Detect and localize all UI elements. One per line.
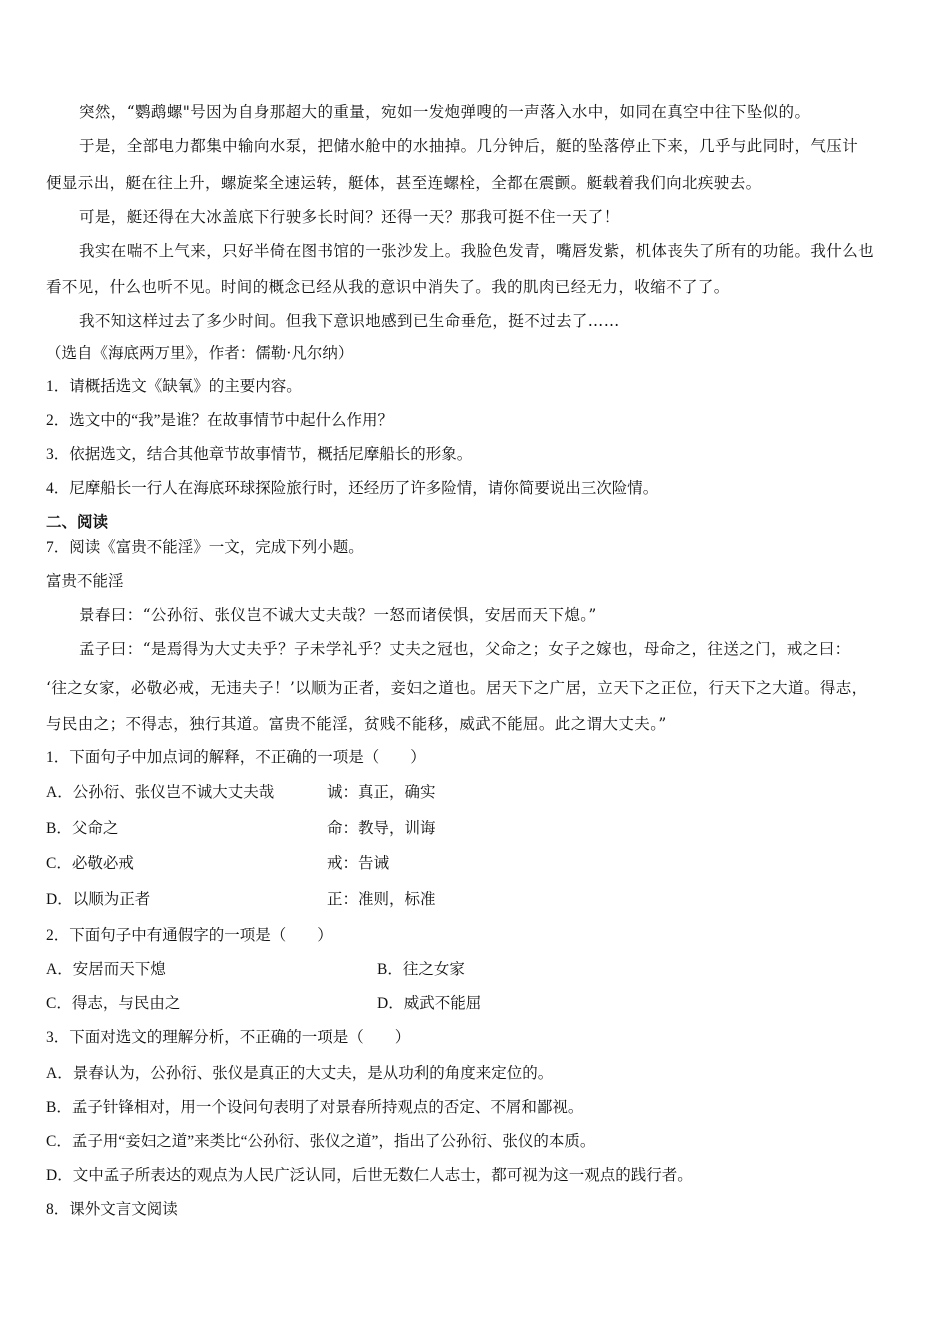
question-item: 7．阅读《富贵不能淫》一文，完成下列小题。 (46, 539, 364, 556)
option-b-explanation: 命：教导，训诲 (327, 820, 436, 837)
passage-paragraph: 可是，艇还得在大冰盖底下行驶多长时间？还得一天？那我可挺不住一天了！ (79, 208, 620, 226)
option-d: D．以顺为正者 (46, 891, 151, 908)
option-d-explanation: 正：准则，标准 (327, 891, 436, 908)
question-item: 2．选文中的“我”是谁？在故事情节中起什么作用？ (46, 412, 394, 429)
question-item: 1．请概括选文《缺氧》的主要内容。 (46, 378, 302, 395)
passage-paragraph: 孟子曰：“是焉得为大丈夫乎？子未学礼乎？丈夫之冠也，父命之；女子之嫁也，母命之，往送之门，戒之曰： (79, 640, 851, 658)
option-a: A．公孙衍、张仪岂不诚大丈夫哉 (46, 784, 275, 801)
passage-paragraph: 突然，“鹦鹉螺"号因为自身那超大的重量，宛如一发炮弹嗖的一声落入水中，如同在真空中往下坠似的。 (79, 103, 811, 121)
section-heading: 二、阅读 (46, 514, 109, 531)
question-item: 4．尼摩船长一行人在海底环球探险旅行时，还经历了许多险情，请你简要说出三次险情。 (46, 480, 659, 497)
option-b: B．父命之 (46, 820, 119, 837)
option-d: D．威武不能屈 (377, 995, 482, 1012)
option-c-explanation: 戒：告诫 (327, 855, 390, 872)
option-c: C．必敬必戒 (46, 855, 134, 872)
question-stem: 3．下面对选文的理解分析，不正确的一项是（ ） (46, 1029, 411, 1046)
option-a-explanation: 诚：真正，确实 (327, 784, 436, 801)
passage-paragraph: 我实在喘不上气来，只好半倚在图书馆的一张沙发上。我脸色发青，嘴唇发紫，机体丧失了所有的功能。我什么也 (79, 242, 875, 260)
option-b: B．往之女家 (377, 961, 465, 978)
passage-paragraph-cont: 便显示出，艇在往上升，螺旋桨全速运转，艇体，甚至连螺栓，全都在震颤。艇载着我们向北疾驶去。 (46, 174, 762, 192)
passage-paragraph-cont: 与民由之；不得志，独行其道。富贵不能淫，贫贱不能移，威武不能屈。此之谓大丈夫。” (46, 715, 667, 733)
question-item: 8．课外文言文阅读 (46, 1201, 178, 1218)
option-d: D．文中孟子所表达的观点为人民广泛认同，后世无数仁人志士，都可视为这一观点的践行者。 (46, 1167, 693, 1184)
option-a: A．景春认为，公孙衍、张仪是真正的大丈夫，是从功利的角度来定位的。 (46, 1065, 554, 1082)
option-b: B．孟子针锋相对，用一个设问句表明了对景春所持观点的否定、不屑和鄙视。 (46, 1099, 584, 1116)
passage-source: （选自《海底两万里》，作者：儒勒·凡尔纳） (46, 345, 354, 362)
option-c: C．得志，与民由之 (46, 995, 181, 1012)
option-a: A．安居而天下熄 (46, 961, 166, 978)
passage-paragraph: 我不知这样过去了多少时间。但我下意识地感到已生命垂危，挺不过去了…… (79, 312, 620, 330)
question-item: 3．依据选文，结合其他章节故事情节，概括尼摩船长的形象。 (46, 446, 473, 463)
passage-paragraph: 于是，全部电力都集中输向水泵，把储水舱中的水抽掉。几分钟后，艇的坠落停止下来，几乎与此同时，气压计 (79, 137, 859, 155)
question-stem: 1．下面句子中加点词的解释，不正确的一项是（ ） (46, 749, 426, 766)
passage-title: 富贵不能淫 (46, 573, 124, 590)
passage-paragraph-cont: 看不见，什么也听不见。时间的概念已经从我的意识中消失了。我的肌肉已经无力，收缩不了了。 (46, 278, 730, 296)
passage-paragraph: 景春曰：“公孙衍、张仪岂不诚大丈夫哉？一怒而诸侯惧，安居而天下熄。” (79, 606, 597, 624)
passage-paragraph-cont: ‘往之女家，必敬必戒，无违夫子！’以顺为正者，妾妇之道也。居天下之广居，立天下之正位，行天下之大道。得志， (46, 679, 868, 697)
question-stem: 2．下面句子中有通假字的一项是（ ） (46, 927, 333, 944)
option-c: C．孟子用“妾妇之道”来类比“公孙衍、张仪之道”，指出了公孙衍、张仪的本质。 (46, 1133, 596, 1150)
